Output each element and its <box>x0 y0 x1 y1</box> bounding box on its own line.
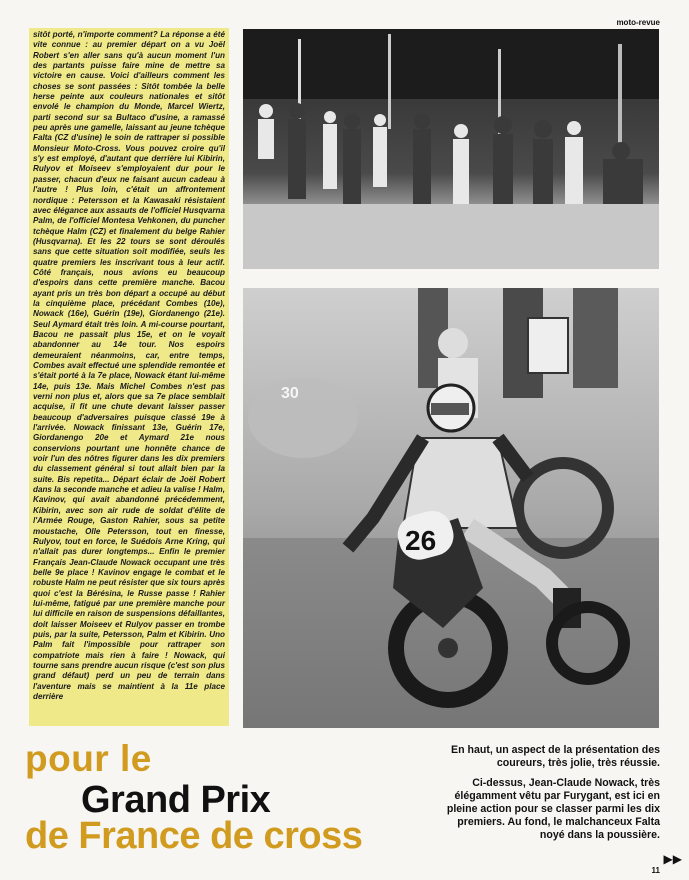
photo-captions <box>445 744 660 849</box>
continue-arrow-icon: ▶▶ <box>663 852 682 866</box>
article-column <box>29 28 229 726</box>
rider-number: 26 <box>405 525 437 556</box>
page-number: 11 <box>651 866 660 875</box>
caption-bottom: Ci-dessus, Jean-Claude Nowack, très élégamment vêtu par Furygant, est ici en pleine action pour se classer parmi les dix premiers. Au fond, le malchanceux Falta noyé dans la poussière. <box>446 777 660 841</box>
headline-line-2: Grand Prix <box>81 779 271 821</box>
photo-nowack-action <box>243 288 659 728</box>
headline <box>25 740 405 855</box>
caption-top: En haut, un aspect de la présentation des coureurs, très jolie, très réussie. <box>451 744 660 769</box>
magazine-masthead: moto-revue <box>616 18 660 27</box>
article-body: sitôt porté, n'importe comment? La réponse a été vite connue : au premier départ on a vu Joël Robert s'en aller sans qu'à aucun moment l'un des partants puisse faire mine de mettre sa victoire en cause. Voici d'ailleurs comment les choses se sont passées : Sitôt tombée la belle herse peinte aux couleurs nationales et sitôt envolé le champion du Monde, Marcel Wiertz, parti second sur sa Bultaco d'usine, a ramassé peu après une gamelle, laissant au jeune tchèque Falta (CZ d'usine) le soin de rattraper si possible Monsieur Moto-Cross. Vous pouvez croire qu'il s'y est employé, d'autant que derrière lui Kibirin, Rulyov et Moiseev s'employaient dur pour le passer, chacun d'eux ne faisant aucun cadeau à l'autre ! Plus loin, c'était un affrontement nordique : Petersson et la Kawasaki résistaient avec élégance aux assauts de l'officiel Husqvarna Palm, de l'officiel Montesa Vehkonen, du puncher tchèque Halm (CZ) et finalement du belge Rahier (Husqvarna). Et les 22 tours se sont déroulés sans que cette situation soit modifiée, seuls les quatre premiers les inscrivant tous à leur actif. Côté français, nous avions eu beaucoup d'espoirs dans cette première manche. Bacou ayant pris un très bon départ a occupé au début la cinquième place, précédant Combes (10e), Nowack (16e), Guérin (19e), Giordanengo (21e). Seul Aymard était très loin. A mi-course pourtant, Bacou ne passait plus 15e, et on le voyait abandonner au 14e tour. Nos espoirs demeuraient néanmoins, car, entre temps, Combes avait effectué une splendide remontée et s'était porté à la 7e place, Nowack étant lui-même 14e, puis 13e. Mais Michel Combes n'est pas verni non plus et, alors que sa 7e place semblait acquise, il fit une chute devant laisser passer beaucoup d'adversaires puisque classé 19e à l'arrivée. Nowack finissant 13e, Guérin 17e, Giordanengo 20e et Aymard 21e nous conservions pourtant une honnête chance de voir l'un des nôtres figurer dans les dix premiers du classement général si tout allait bien par la suite. Bis repetita... Départ éclair de Joël Robert dans la seconde manche et adieu la valise ! Halm, Kavinov, qui avait abandonné précédemment, Kibirin, avec son air rude de soldat d'élite de l'Armée Rouge, Gaston Rahier, sous sa petite moustache, Olle Petersson, tout en finesse, Rulyov, tout en force, le Suédois Arne Kring, qui n'allait pas durer longtemps... Enfin le premier Français Jean-Claude Nowack occupant une très belle 9e place ! Kavinov engage le combat et le robuste Halm ne peut résister que six tours après quoi c'est la Bérésina, le Russe passe ! Rahier lui-même, fatigué par une première manche pour lui difficile en raison de suspensions défaillantes, doit laisser Moiseev et Rulyov passer en trombe puis, par la suite, Petersson, Palm et Kibirin. Uno Palm fait l'impossible pour rattraper son compatriote mais rien à faire ! Nowack, qui tourne sans prendre aucun risque (c'est son plus grand défaut) perd un peu de terrain dans l'aventure mais se maintient à la 11e place derrière <box>33 30 225 701</box>
headline-line-1: pour le <box>25 738 152 779</box>
background-rider-number: 30 <box>281 385 299 402</box>
headline-line-3: de France de cross <box>25 815 363 857</box>
photo-rider-presentation <box>243 29 659 269</box>
